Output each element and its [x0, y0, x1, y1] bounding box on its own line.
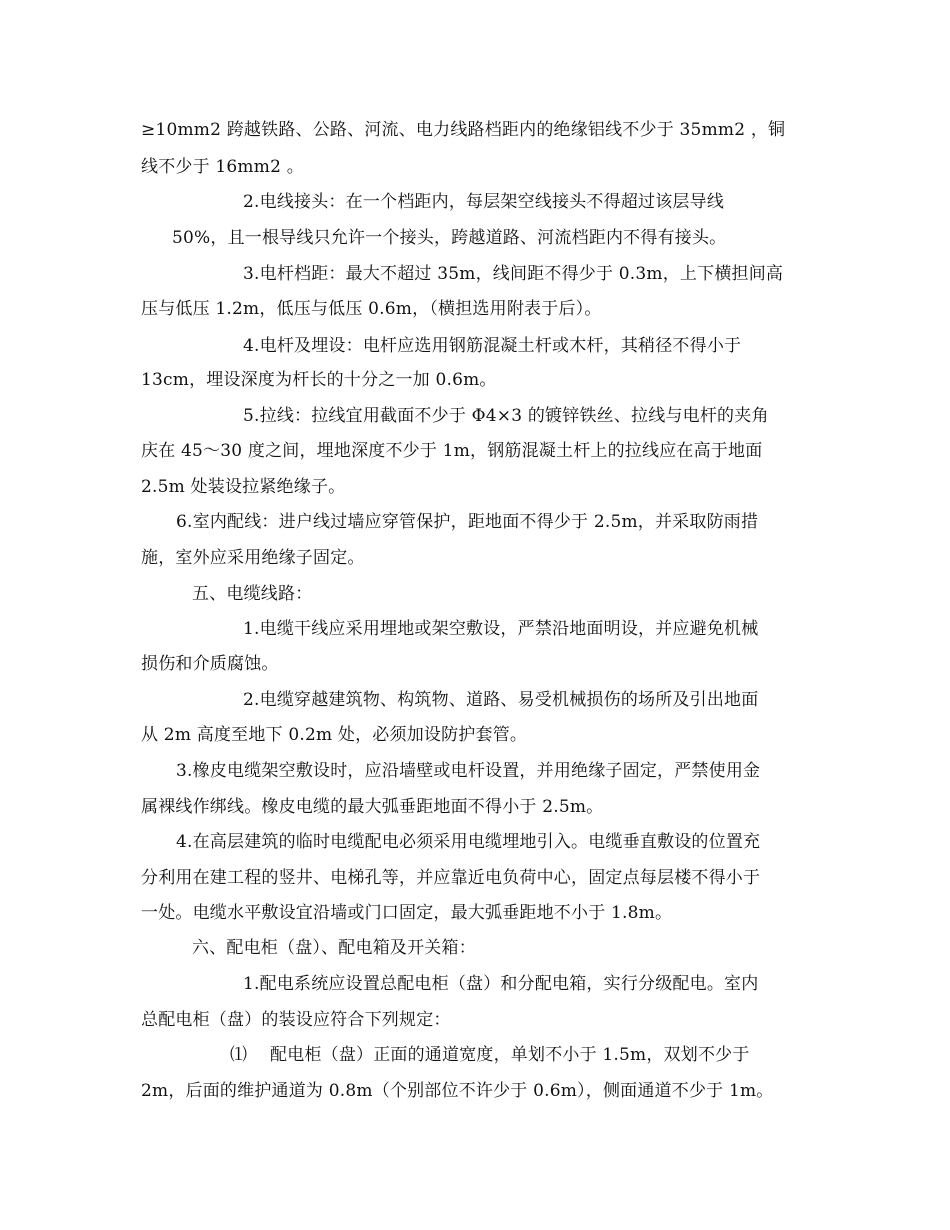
body-text-line: 压与低压 1.2m，低压与低压 0.6m，（横担选用附表于后）。: [141, 299, 602, 319]
body-text-line: 5.拉线：拉线宜用截面不少于 Φ4×3 的镀锌铁丝、拉线与电杆的夹角: [243, 406, 769, 426]
body-text-line: 一处。电缆水平敷设宜沿墙或门口固定，最大弧垂距地不小于 1.8m。: [141, 903, 673, 923]
body-text-line: 施，室外应采用绝缘子固定。: [141, 548, 365, 568]
body-text-line: 从 2m 高度至地下 0.2m 处，必须加设防护套管。: [141, 725, 528, 745]
body-text-line: ⑴ 配电柜（盘）正面的通道宽度，单划不小于 1.5m，双划不少于: [230, 1045, 750, 1065]
body-text-line: 属裸线作绑线。橡皮电缆的最大弧垂距地面不得小于 2.5m。: [141, 797, 604, 817]
body-text-line: 3.电杆档距：最大不超过 35m，线间距不得少于 0.3m，上下横担间高: [243, 264, 784, 284]
body-text-line: 分利用在建工程的竖井、电梯孔等，并应靠近电负荷中心，固定点每层楼不得小于: [141, 868, 761, 888]
body-text-line: 损伤和介质腐蚀。: [141, 654, 279, 674]
body-text-line: 2.电线接头：在一个档距内，每层架空线接头不得超过该层导线: [243, 192, 725, 212]
body-text-line: 6.室内配线：进户线过墙应穿管保护，距地面不得少于 2.5m，并采取防雨措: [176, 512, 759, 532]
body-text-line: 庆在 45～30 度之间，埋地深度不少于 1m，钢筋混凝土杆上的拉线应在高于地面: [141, 441, 763, 461]
body-text-line: 4.在高层建筑的临时电缆配电必须采用电缆埋地引入。电缆垂直敷设的位置充: [176, 832, 761, 852]
body-text-line: 13cm，埋设深度为杆长的十分之一加 0.6m。: [141, 370, 497, 390]
body-text-line: 总配电柜（盘）的装设应符合下列规定：: [141, 1010, 451, 1030]
body-text-line: 1.配电系统应设置总配电柜（盘）和分配电箱，实行分级配电。室内: [243, 974, 759, 994]
body-text-line: 4.电杆及埋设：电杆应选用钢筋混凝土杆或木杆，其稍径不得小于: [243, 336, 742, 356]
body-text-line: ≥10mm2 跨越铁路、公路、河流、电力线路档距内的绝缘铝线不少于 35mm2 ，铜: [141, 120, 786, 140]
section-heading: 六、配电柜（盘）、配电箱及开关箱：: [192, 938, 476, 958]
body-text-line: 2m，后面的维护通道为 0.8m（个别部位不许少于 0.6m），侧面通道不少于 1m。: [141, 1081, 774, 1101]
body-text-line: 线不少于 16mm2 。: [141, 157, 304, 177]
body-text-line: 1.电缆干线应采用埋地或架空敷设，严禁沿地面明设，并应避免机械: [243, 619, 759, 639]
body-text-line: 2.5m 处装设拉紧绝缘子。: [141, 477, 346, 497]
body-text-line: 2.电缆穿越建筑物、构筑物、道路、易受机械损伤的场所及引出地面: [243, 690, 759, 710]
section-heading: 五、电缆线路：: [192, 584, 313, 604]
body-text-line: 50%，且一根导线只允许一个接头，跨越道路、河流档距内不得有接头。: [172, 228, 727, 248]
body-text-line: 3.橡皮电缆架空敷设时，应沿墙壁或电杆设置，并用绝缘子固定，严禁使用金: [176, 761, 761, 781]
